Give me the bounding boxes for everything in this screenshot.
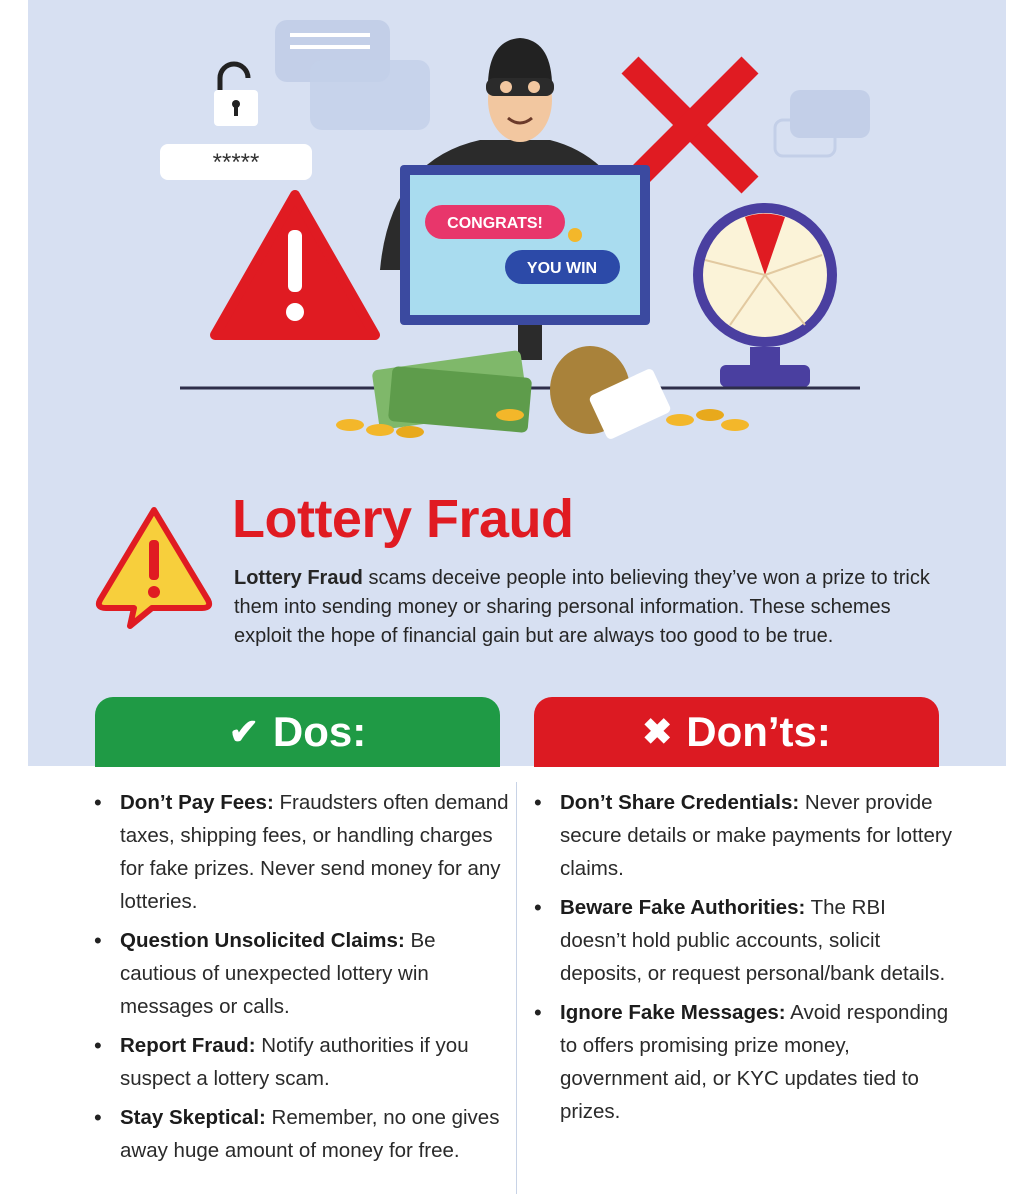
item-title: Beware Fake Authorities: bbox=[560, 896, 806, 919]
item-text: Fraudsters often demand taxes, shipping fees, or handling charges for fake prizes. Never send money for any lotteries. bbox=[120, 791, 509, 913]
screen-congrats-text: CONGRATS! bbox=[447, 215, 543, 232]
item-text: Remember, no one gives away huge amount of money for free. bbox=[120, 1106, 500, 1162]
list-item bbox=[94, 1029, 514, 1095]
item-text: Never provide secure details or make payments for lottery claims. bbox=[560, 791, 952, 880]
item-text: Avoid responding to offers promising prize money, government aid, or KYC updates tied to prizes. bbox=[560, 1001, 949, 1123]
warning-triangle-icon bbox=[215, 195, 375, 335]
list-item bbox=[534, 891, 954, 990]
item-title: Report Fraud: bbox=[120, 1034, 256, 1057]
item-title: Ignore Fake Messages: bbox=[560, 1001, 786, 1024]
warning-bubble-icon bbox=[92, 500, 216, 632]
item-title: Question Unsolicited Claims: bbox=[120, 929, 405, 952]
hero-illustration bbox=[150, 20, 890, 460]
donts-header bbox=[534, 697, 939, 767]
intro-text: scams deceive people into believing they’ve won a prize to trick them into sending money or sharing personal information. These schemes exploit the hope of financial gain but are always too good to be true. bbox=[234, 567, 930, 647]
item-text: Notify authorities if you suspect a lottery scam. bbox=[120, 1034, 469, 1090]
item-text: Be cautious of unexpected lottery win messages or calls. bbox=[120, 929, 436, 1018]
dos-header bbox=[95, 697, 500, 767]
monitor-icon bbox=[400, 165, 650, 360]
money-pile-icon bbox=[336, 346, 749, 441]
donts-list bbox=[534, 786, 954, 1134]
check-icon: ✔ bbox=[228, 711, 259, 752]
password-mask: ***** bbox=[212, 149, 260, 176]
dos-list bbox=[94, 786, 514, 1173]
prize-wheel-icon bbox=[693, 203, 837, 387]
cross-icon: ✖ bbox=[642, 711, 673, 752]
item-title: Don’t Share Credentials: bbox=[560, 791, 800, 814]
list-item bbox=[534, 786, 954, 885]
intro-paragraph bbox=[234, 564, 934, 651]
list-item bbox=[94, 786, 514, 918]
page-title: Lottery Fraud bbox=[232, 489, 574, 549]
screen-you-win-text: YOU WIN bbox=[526, 260, 598, 277]
list-item bbox=[94, 1101, 514, 1167]
chat-bubble-icon bbox=[275, 20, 430, 130]
item-title: Stay Skeptical: bbox=[120, 1106, 266, 1129]
password-field-icon bbox=[160, 144, 312, 180]
column-divider bbox=[516, 782, 517, 1194]
donts-heading: Don’ts: bbox=[686, 708, 831, 755]
list-item bbox=[94, 924, 514, 1023]
dos-heading: Dos: bbox=[272, 708, 367, 755]
item-title: Don’t Pay Fees: bbox=[120, 791, 274, 814]
chat-bubble-right-icon bbox=[775, 90, 870, 156]
list-item bbox=[534, 996, 954, 1128]
item-text: The RBI doesn’t hold public accounts, solicit deposits, or request personal/bank details. bbox=[560, 896, 946, 985]
intro-bold: Lottery Fraud bbox=[234, 567, 363, 589]
padlock-icon bbox=[214, 64, 258, 126]
